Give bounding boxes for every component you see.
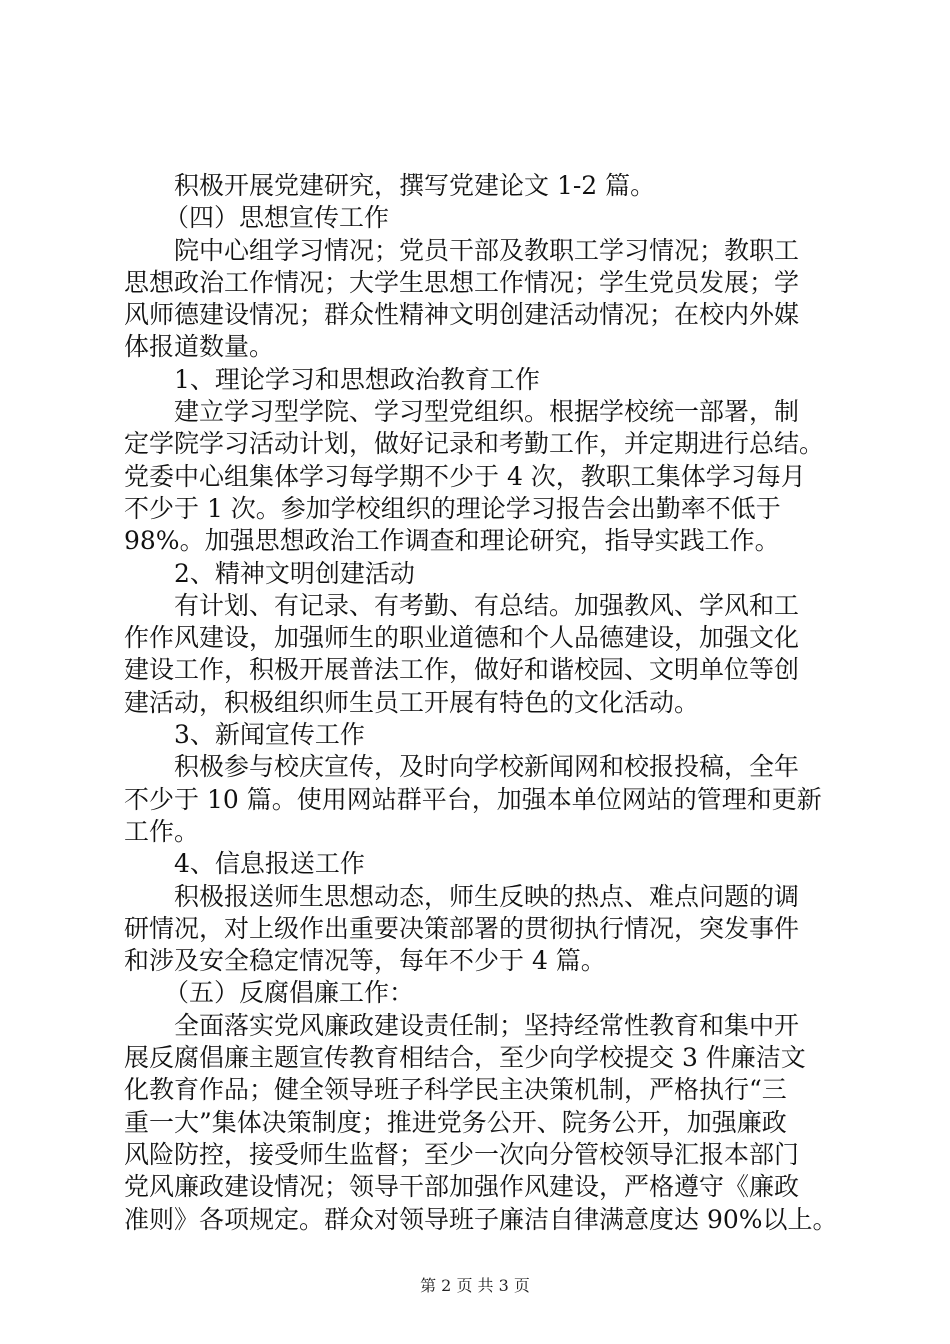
- subsection-heading: 4、信息报送工作: [174, 849, 365, 879]
- paragraph-line: 有计划、有记录、有考勤、有总结。加强教风、学风和工: [174, 590, 800, 620]
- subsection-heading: 1、理论学习和思想政治教育工作: [174, 364, 540, 394]
- paragraph-line: 全面落实党风廉政建设责任制；坚持经常性教育和集中开: [174, 1010, 800, 1040]
- paragraph-line: 思想政治工作情况；大学生思想工作情况；学生党员发展；学: [124, 267, 800, 297]
- paragraph-line: 院中心组学习情况；党员干部及教职工学习情况；教职工: [174, 235, 800, 265]
- subsection-heading: 2、精神文明创建活动: [174, 558, 415, 588]
- paragraph-line: 建活动，积极组织师生员工开展有特色的文化活动。: [124, 687, 700, 717]
- paragraph-line: 展反腐倡廉主题宣传教育相结合，至少向学校提交 3 件廉洁文: [124, 1043, 806, 1073]
- paragraph-line: 重一大”集体决策制度；推进党务公开、院务公开，加强廉政: [124, 1107, 787, 1137]
- paragraph-line: 党委中心组集体学习每学期不少于 4 次，教职工集体学习每月: [124, 461, 806, 491]
- page-number-footer: 第 2 页 共 3 页: [420, 1276, 530, 1295]
- paragraph-line: 工作。: [124, 816, 200, 846]
- document-body: [124, 170, 836, 1236]
- paragraph-line: 作作风建设，加强师生的职业道德和个人品德建设，加强文化: [124, 623, 800, 653]
- paragraph-line: 积极参与校庆宣传，及时向学校新闻网和校报投稿，全年: [174, 752, 800, 782]
- paragraph-line: 不少于 10 篇。使用网站群平台，加强本单位网站的管理和更新: [124, 784, 822, 814]
- paragraph-line: 积极开展党建研究，撰写党建论文 1-2 篇。: [174, 171, 656, 200]
- paragraph-line: 积极报送师生思想动态，师生反映的热点、难点问题的调: [174, 881, 800, 911]
- paragraph-line: 建设工作，积极开展普法工作，做好和谐校园、文明单位等创: [124, 655, 800, 685]
- paragraph-line: 建立学习型学院、学习型党组织。根据学校统一部署，制: [174, 397, 800, 427]
- paragraph-line: 研情况，对上级作出重要决策部署的贯彻执行情况，突发事件: [124, 913, 800, 943]
- paragraph-line: 不少于 1 次。参加学校组织的理论学习报告会出勤率不低于: [124, 493, 781, 523]
- paragraph-line: 党风廉政建设情况；领导干部加强作风建设，严格遵守《廉政: [124, 1172, 800, 1202]
- section-heading: （五）反腐倡廉工作：: [164, 978, 415, 1008]
- paragraph-line: 体报道数量。: [124, 332, 275, 362]
- paragraph-line: 和涉及安全稳定情况等，每年不少于 4 篇。: [124, 946, 606, 976]
- paragraph-line: 化教育作品；健全领导班子科学民主决策机制，严格执行“三: [124, 1075, 787, 1105]
- paragraph-line: 定学院学习活动计划，做好记录和考勤工作，并定期进行总结。: [124, 429, 825, 459]
- subsection-heading: 3、新闻宣传工作: [174, 720, 365, 750]
- paragraph-line: 风师德建设情况；群众性精神文明创建活动情况；在校内外媒: [124, 300, 800, 330]
- paragraph-line: 准则》各项规定。群众对领导班子廉洁自律满意度达 90%以上。: [124, 1204, 838, 1234]
- section-heading: （四）思想宣传工作: [164, 203, 390, 233]
- paragraph-line: 风险防控，接受师生监督；至少一次向分管校领导汇报本部门: [124, 1139, 800, 1169]
- paragraph-line: 98%。加强思想政治工作调查和理论研究，指导实践工作。: [124, 526, 780, 556]
